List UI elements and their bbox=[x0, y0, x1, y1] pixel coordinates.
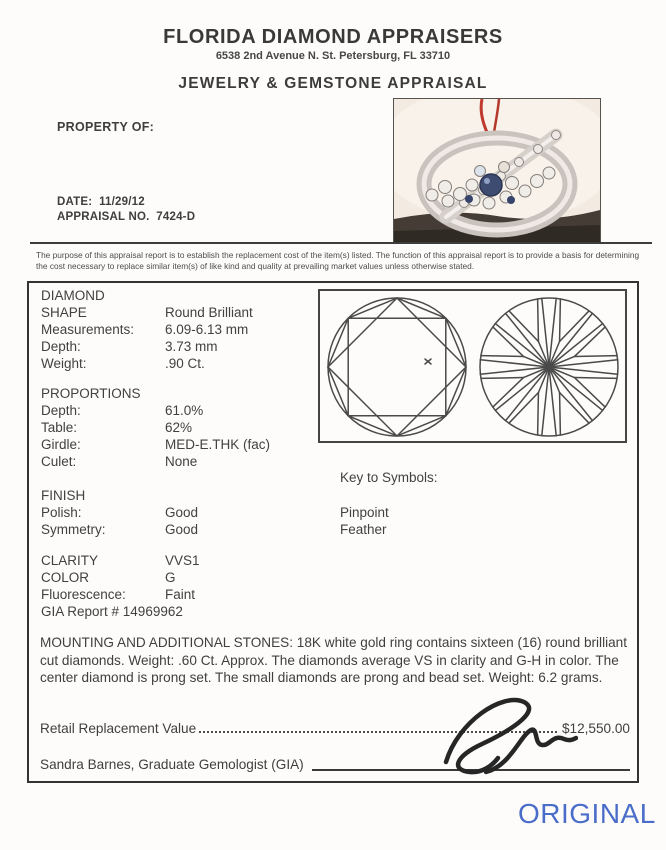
section-title: FINISH bbox=[41, 488, 86, 503]
ring-photo bbox=[393, 98, 601, 243]
disclaimer-text: The purpose of this appraisal report is to establish the replacement cost of the item(s) listed. The function of this appraisal report is to provide a basis for determining the cost necessary to replace similar item(s) of like kind and quality at prevailing market values unless otherwise stated. bbox=[36, 250, 640, 271]
section-proportions bbox=[41, 385, 331, 470]
spec-row: Fluorescence: Faint bbox=[41, 587, 196, 602]
center-stone bbox=[480, 174, 502, 196]
business-address: 6538 2nd Avenue N. St. Petersburg, FL 33710 bbox=[215, 50, 451, 62]
section-diamond bbox=[41, 287, 331, 372]
spec-row: COLOR G bbox=[41, 570, 176, 585]
ring-photo-image bbox=[394, 99, 600, 242]
mounting-description: MOUNTING AND ADDITIONAL STONES: 18K white gold ring contains sixteen (16) round brilliant cut diamonds. Weight: .60 Ct. Approx. The diamonds average VS in clarity and G-H in color. The center diamond is prong set. The small diamonds are prong and bead set. Weight: 6.2 grams. bbox=[40, 635, 628, 686]
divider-rule bbox=[30, 242, 652, 244]
key-to-symbols-title: Key to Symbols: bbox=[340, 470, 438, 485]
spec-row: Symmetry: Good bbox=[41, 522, 199, 537]
retail-value-label: Retail Replacement Value bbox=[40, 721, 197, 736]
date-label: DATE: bbox=[57, 196, 93, 208]
section-title: DIAMOND bbox=[41, 288, 105, 303]
appraisal-no-label: APPRAISAL NO. bbox=[57, 211, 150, 223]
gia-report-number: GIA Report # 14969962 bbox=[41, 604, 183, 619]
spec-row: Culet: None bbox=[41, 454, 198, 469]
diamond-plot-diagrams bbox=[320, 291, 625, 441]
business-name: FLORIDA DIAMOND APPRAISERS bbox=[163, 26, 503, 48]
spec-row: Measurements: 6.09-6.13 mm bbox=[41, 322, 249, 337]
key-to-symbols-list bbox=[340, 504, 389, 538]
symbol-pinpoint-label: Pinpoint bbox=[340, 505, 389, 520]
retail-value-amount: $12,550.00 bbox=[561, 721, 630, 736]
diamond-plot-box bbox=[318, 289, 627, 443]
signature-scribble bbox=[436, 692, 578, 782]
original-stamp: ORIGINAL bbox=[518, 798, 656, 829]
date-line bbox=[57, 196, 145, 208]
property-of-label: PROPERTY OF: bbox=[57, 120, 155, 134]
spec-row: SHAPE Round Brilliant bbox=[41, 305, 253, 320]
spec-row: Table: 62% bbox=[41, 420, 193, 435]
date-value: 11/29/12 bbox=[99, 196, 145, 208]
symbol-feather-label: Feather bbox=[340, 522, 387, 537]
appraisal-no-value: 7424-D bbox=[156, 211, 196, 223]
spec-row: Depth: 3.73 mm bbox=[41, 339, 218, 354]
spec-row: Polish: Good bbox=[41, 505, 199, 520]
certifier-name: Sandra Barnes, Graduate Gemologist (GIA) bbox=[40, 757, 304, 772]
spec-row: Girdle: MED-E.THK (fac) bbox=[41, 437, 271, 452]
section-grades bbox=[41, 552, 331, 620]
appraisal-no-line bbox=[57, 211, 195, 223]
section-finish bbox=[41, 487, 331, 538]
document-title: JEWELRY & GEMSTONE APPRAISAL bbox=[178, 75, 488, 92]
spec-row: CLARITY VVS1 bbox=[41, 553, 200, 568]
spec-row: Weight: .90 Ct. bbox=[41, 356, 205, 371]
section-title: PROPORTIONS bbox=[41, 386, 141, 401]
spec-row: Depth: 61.0% bbox=[41, 403, 204, 418]
